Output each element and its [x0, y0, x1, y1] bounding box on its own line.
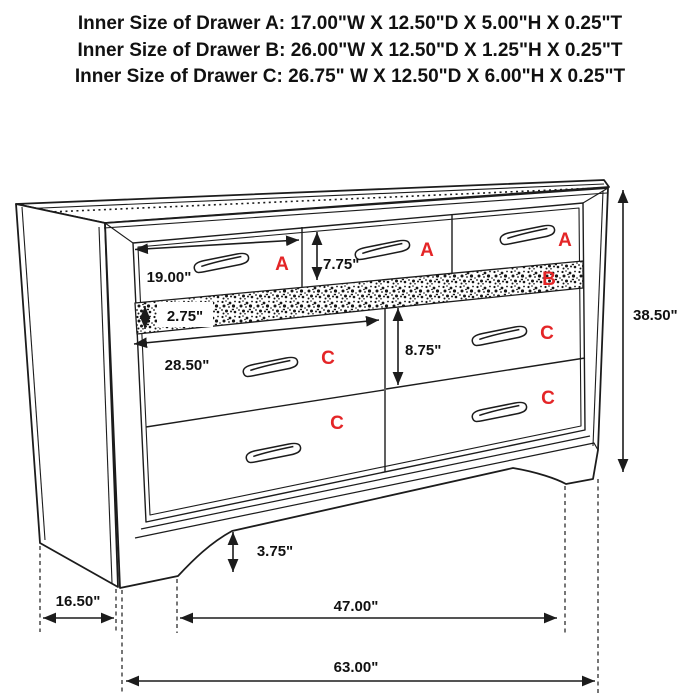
dim-label-28-50: 28.50"	[164, 357, 210, 374]
dim-label-47-00: 47.00"	[333, 598, 379, 615]
drawer-letter-a2: A	[420, 240, 434, 261]
dim-label-38-50: 38.50"	[633, 307, 678, 324]
dim-label-2-75: 2.75"	[166, 308, 204, 325]
drawer-letter-c-left-bottom: C	[330, 413, 344, 434]
dim-label-8-75: 8.75"	[405, 342, 442, 359]
drawer-letter-c-right-top: C	[540, 323, 554, 344]
dim-base-height	[233, 532, 293, 572]
header-line-drawer-c: Inner Size of Drawer C: 26.75" W X 12.50"D X 6.00"H X 0.25"T	[74, 66, 626, 87]
header-line-drawer-a: Inner Size of Drawer A: 17.00"W X 12.50"D X 5.00"H X 0.25"T	[77, 13, 623, 34]
dim-label-63-00: 63.00"	[333, 659, 379, 676]
dim-overall-width	[126, 659, 595, 681]
dim-side-depth	[43, 593, 114, 618]
header-text	[75, 13, 626, 87]
header-line-drawer-b: Inner Size of Drawer B: 26.00"W X 12.50"D X 1.25"H X 0.25"T	[77, 40, 623, 61]
drawer-letter-b: B	[542, 269, 556, 290]
drawer-letter-c-right-bottom: C	[541, 388, 555, 409]
dim-inner-leg-width	[180, 598, 557, 618]
dim-overall-height	[623, 190, 678, 472]
dim-label-19: 19.00"	[146, 269, 192, 286]
drawer-letter-a3: A	[558, 230, 572, 251]
dresser-side-panel	[16, 204, 118, 587]
dim-label-7-75: 7.75"	[323, 256, 360, 273]
drawer-letter-c-left-top: C	[321, 348, 335, 369]
dim-label-16-50: 16.50"	[55, 593, 101, 610]
drawer-letter-a1: A	[275, 254, 289, 275]
dim-label-3-75: 3.75"	[256, 543, 294, 560]
